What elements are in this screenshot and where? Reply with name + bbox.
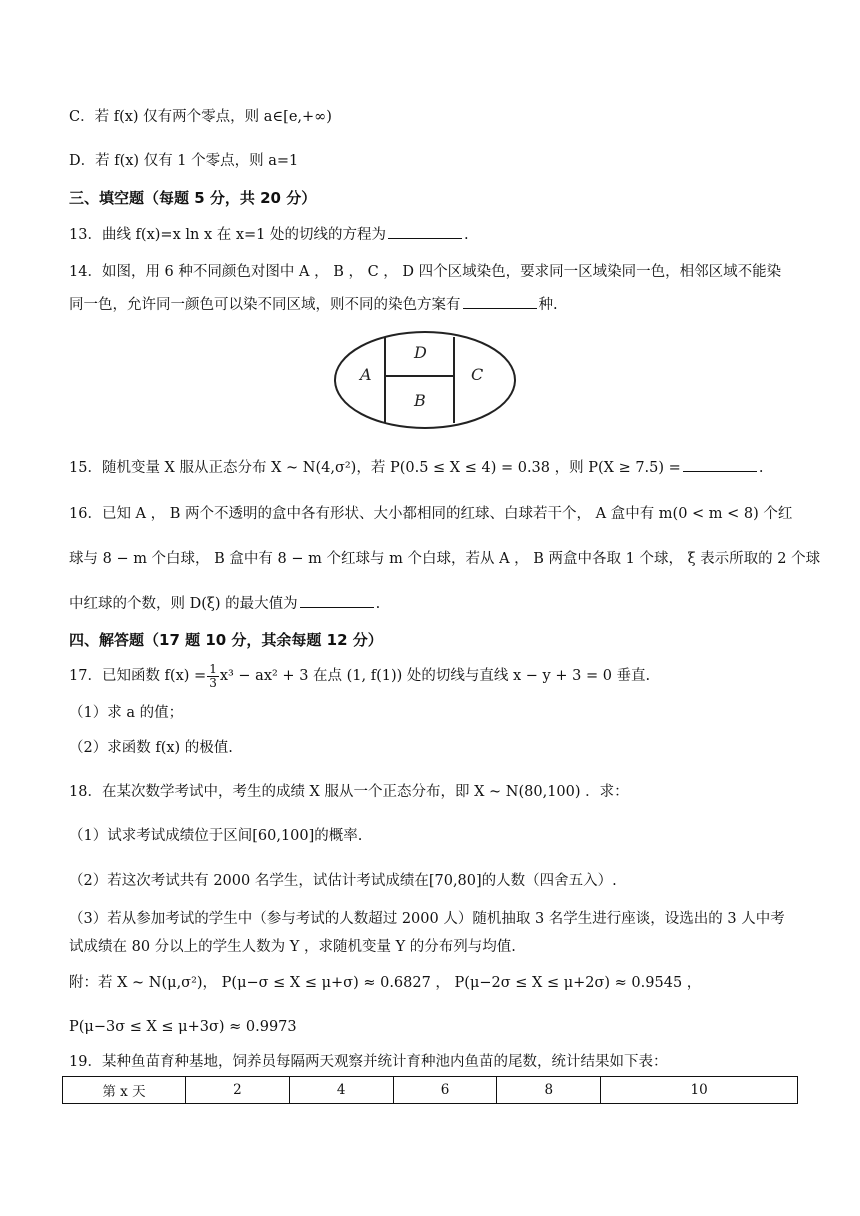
region-label-d: D (414, 343, 427, 362)
answer-blank (463, 294, 537, 309)
region-diagram (330, 328, 520, 432)
q14-text: 同一色，允许同一颜色可以染不同区域，则不同的染色方案有 (69, 297, 461, 313)
answer-blank (683, 457, 757, 472)
table-cell: 6 (393, 1077, 497, 1104)
q14-end: 种. (538, 297, 558, 313)
table-cell: 8 (497, 1077, 601, 1104)
q16-text: 中红球的个数，则 D(ξ) 的最大值为 (69, 596, 298, 612)
fraction (207, 663, 219, 690)
table-cell: 10 (601, 1077, 798, 1104)
q17-text: 17．已知函数 f(x) = (69, 668, 207, 684)
q13-end: . (464, 227, 469, 243)
table-row (63, 1077, 798, 1104)
data-table (62, 1076, 798, 1104)
answer-blank (300, 593, 374, 608)
table-cell: 2 (186, 1077, 290, 1104)
question-17-part2: （2）求函数 f(x) 的极值. (69, 740, 233, 756)
fraction-numerator: 1 (209, 661, 217, 676)
question-14-line1: 14．如图，用 6 种不同颜色对图中 A ， B ， C ， D 四个区域染色，要求同一区域染同一色，相邻区域不能染 (69, 264, 782, 280)
question-15 (69, 457, 763, 478)
question-17 (69, 661, 650, 691)
question-18-part2: （2）若这次考试共有 2000 名学生，试估计考试成绩在[70,80]的人数（四舍五入）. (69, 873, 617, 889)
question-13 (69, 224, 469, 245)
q17-text-rest: x³ − ax² + 3 在点 (1, f(1)) 处的切线与直线 x − y + 3 = 0 垂直. (219, 668, 651, 684)
question-14-line2 (69, 294, 558, 315)
region-label-c: C (471, 365, 484, 384)
option-c: C．若 f(x) 仅有两个零点，则 a∈[e,+∞) (69, 109, 332, 125)
question-19-intro: 19．某种鱼苗育种基地，饲养员每隔两天观察并统计育种池内鱼苗的尾数，统计结果如下表： (69, 1054, 668, 1070)
option-d: D．若 f(x) 仅有 1 个零点，则 a=1 (69, 153, 299, 169)
question-18-note-line2: P(μ−3σ ≤ X ≤ μ+3σ) ≈ 0.9973 (69, 1019, 297, 1035)
region-label-a: A (360, 365, 372, 384)
question-18-part1: （1）试求考试成绩位于区间[60,100]的概率. (69, 828, 363, 844)
table-header-cell: 第 x 天 (63, 1077, 186, 1104)
question-16-line1: 16．已知 A ， B 两个不透明的盒中各有形状、大小都相同的红球、白球若干个， A 盒中有 m(0 < m < 8) 个红 (69, 506, 793, 522)
question-18-note-line1: 附：若 X ~ N(μ,σ²)， P(μ−σ ≤ X ≤ μ+σ) ≈ 0.6827 ， P(μ−2σ ≤ X ≤ μ+2σ) ≈ 0.9545 ， (69, 975, 702, 991)
question-18-part3-line1: （3）若从参加考试的学生中（参与考试的人数超过 2000 人）随机抽取 3 名学生进行座谈，设选出的 3 人中考 (69, 911, 785, 927)
q13-text: 13．曲线 f(x)=x ln x 在 x=1 处的切线的方程为 (69, 227, 386, 243)
section-4-heading: 四、解答题（17 题 10 分，其余每题 12 分） (69, 631, 383, 649)
table-cell: 4 (289, 1077, 393, 1104)
q15-end: . (758, 460, 764, 476)
region-label-b: B (414, 391, 426, 410)
section-3-heading: 三、填空题（每题 5 分，共 20 分） (69, 189, 317, 207)
question-16-line3 (69, 593, 380, 614)
question-16-line2: 球与 8 − m 个白球， B 盒中有 8 − m 个红球与 m 个白球，若从 A ， B 两盒中各取 1 个球， ξ 表示所取的 2 个球 (69, 551, 821, 567)
question-17-part1: （1）求 a 的值； (69, 705, 184, 721)
answer-blank (388, 224, 462, 239)
q15-text: 15．随机变量 X 服从正态分布 X ~ N(4,σ²)，若 P(0.5 ≤ X ≤ 4) = 0.38 ，则 P(X ≥ 7.5) = (69, 460, 681, 476)
fraction-denominator: 3 (209, 675, 217, 690)
question-18-intro: 18．在某次数学考试中，考生的成绩 X 服从一个正态分布，即 X ~ N(80,100) ．求： (69, 784, 629, 800)
question-18-part3-line2: 试成绩在 80 分以上的学生人数为 Y ，求随机变量 Y 的分布列与均值. (69, 939, 516, 955)
q16-end: . (375, 596, 381, 612)
